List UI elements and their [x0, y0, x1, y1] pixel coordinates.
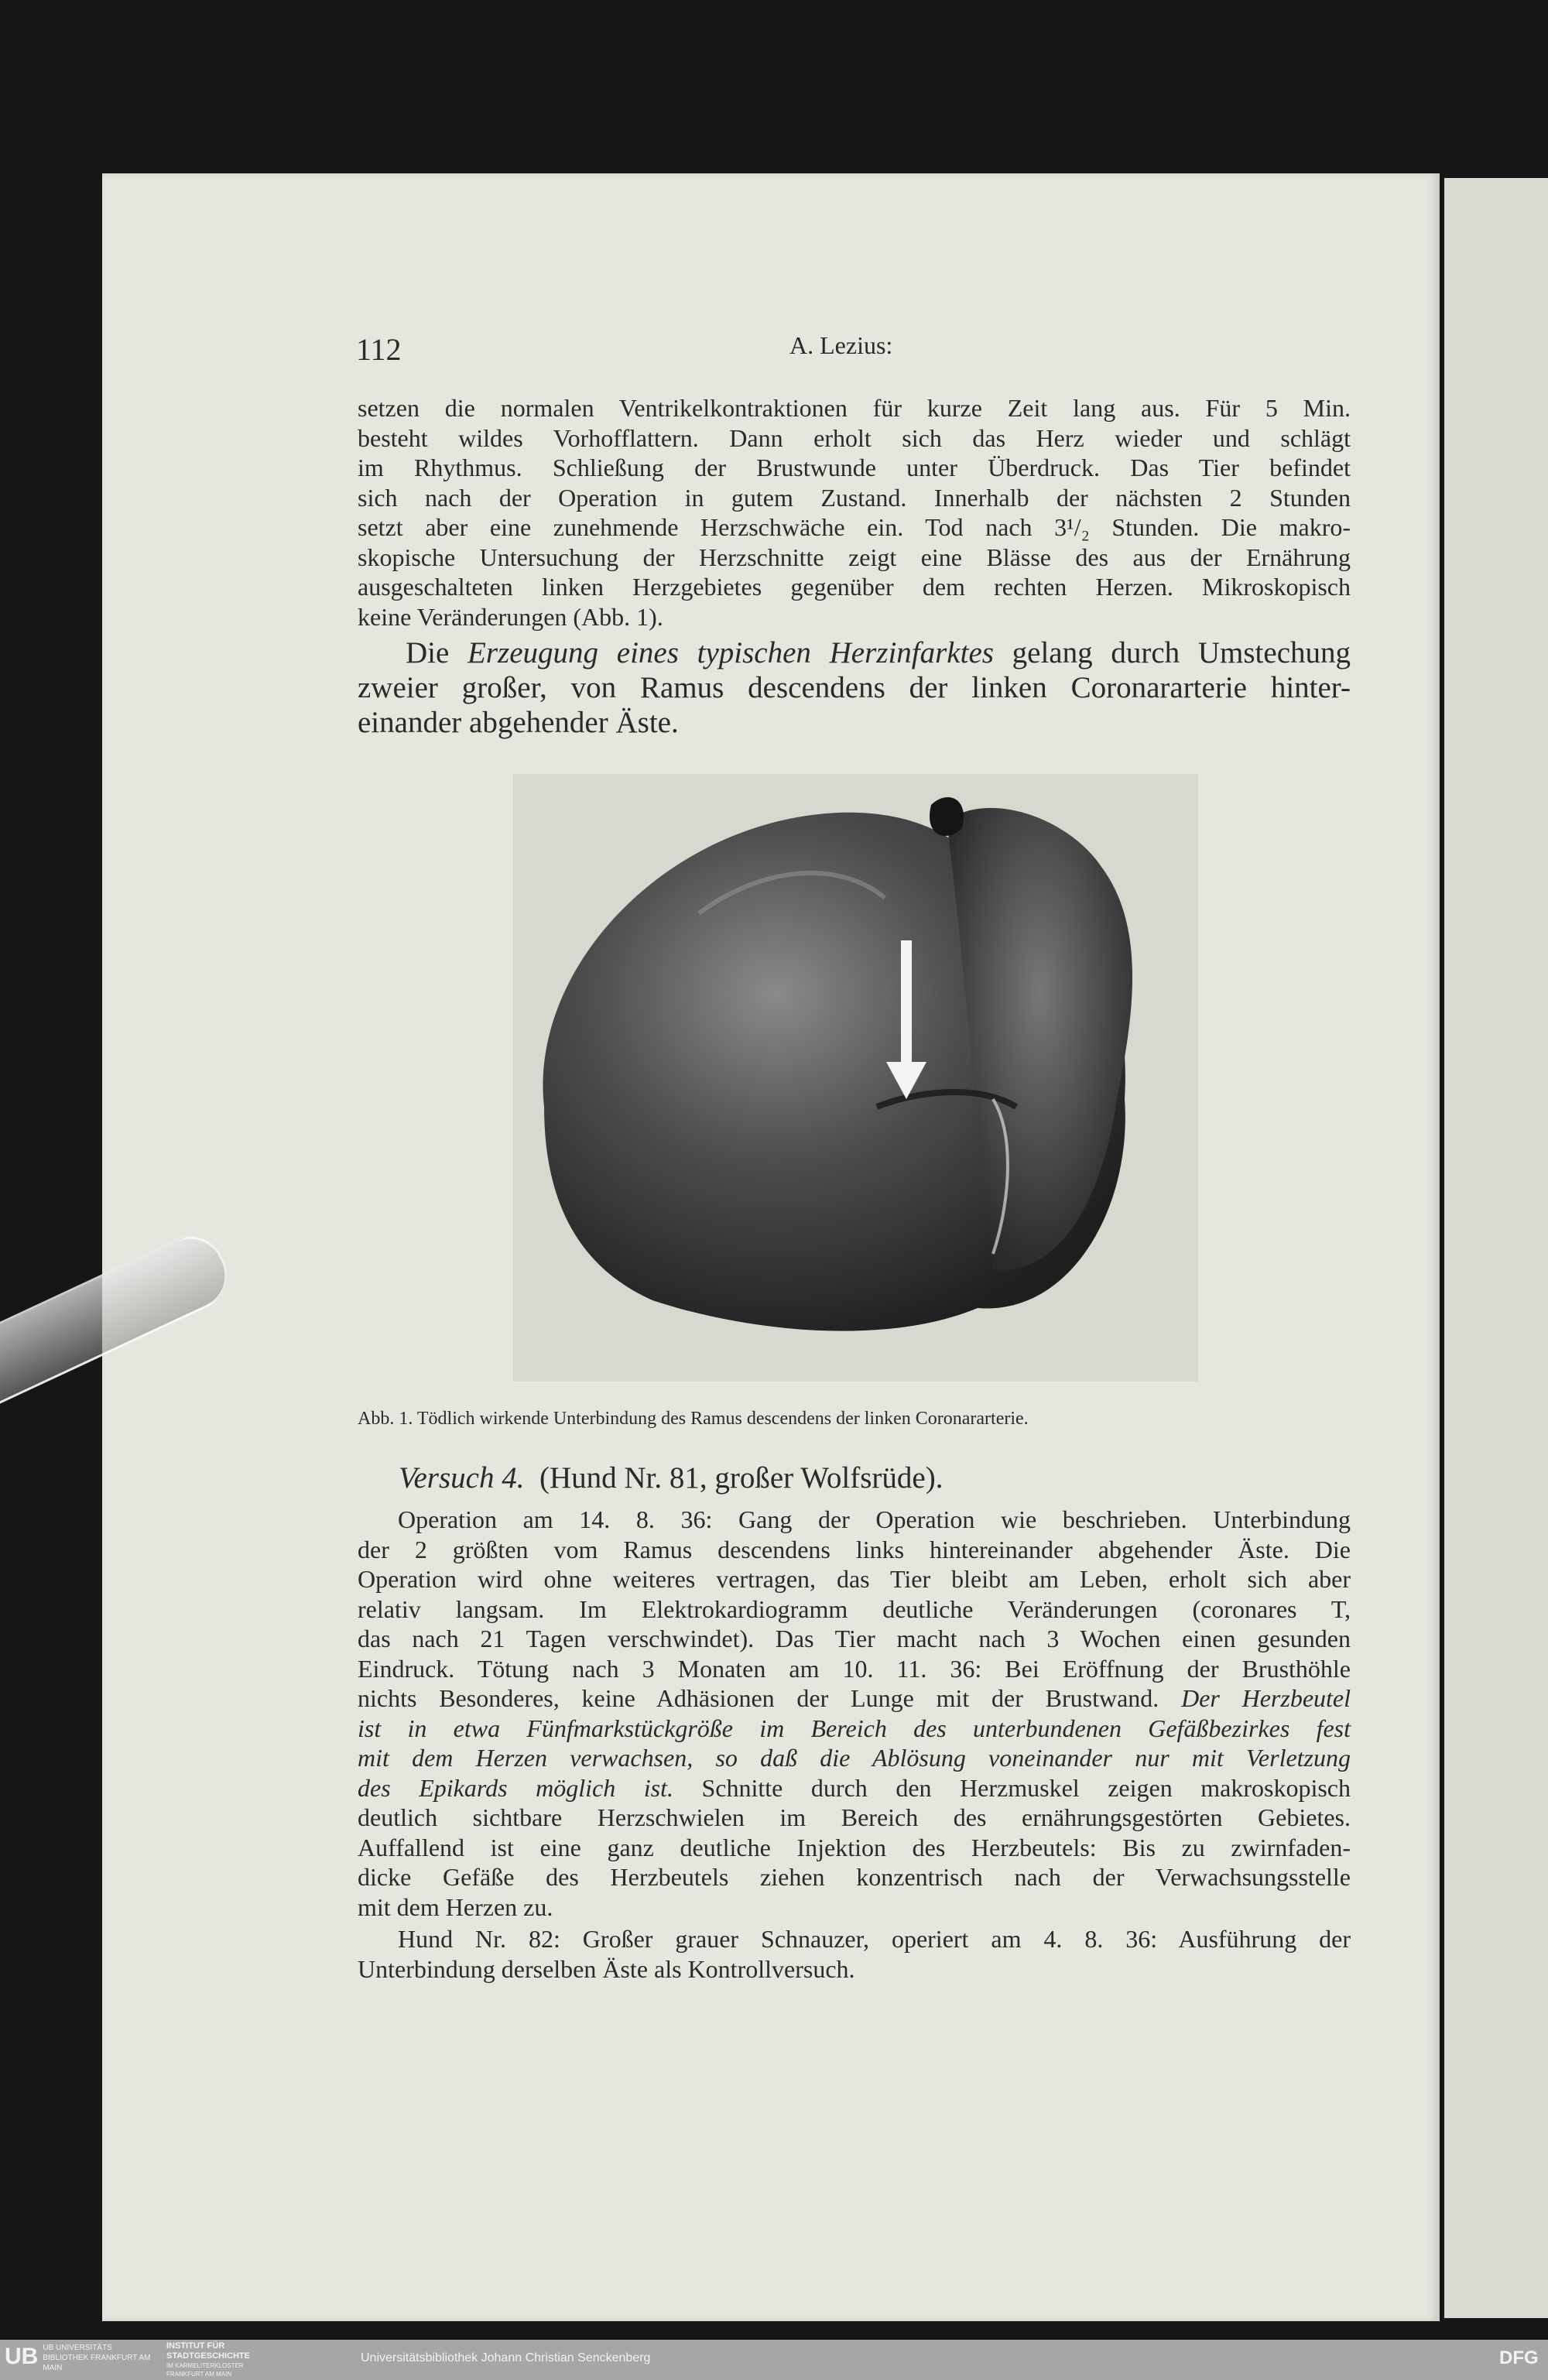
text-line	[406, 636, 1351, 670]
footer-bar	[0, 2340, 1548, 2380]
text-segment: im Rhythmus. Schließung der Brustwunde unter Überdruck. Das Tier befindet	[358, 454, 1351, 481]
next-page-edge	[1444, 178, 1548, 2318]
text-line	[358, 1683, 1351, 1713]
ub-logo-mark: UB	[5, 2344, 39, 2369]
ub-logo-text: UB UNIVERSITÄTS BIBLIOTHEK FRANKFURT AM MAIN	[43, 2344, 151, 2372]
isg-title-2: STADTGESCHICHTE	[166, 2351, 250, 2361]
text-segment: relativ langsam. Im Elektrokardiogramm deutliche Veränderungen (coronares T,	[358, 1594, 1351, 1623]
text-line	[358, 1773, 1351, 1803]
heart-photograph	[513, 774, 1198, 1382]
text-segment: setzen die normalen Ventrikelkontraktionen für kurze Zeit lang aus. Für 5 Min.	[358, 394, 1351, 422]
text-segment: der 2 größten vom Ramus descendens links hintereinander abgehender Äste. Die	[358, 1535, 1351, 1563]
text-line	[358, 483, 1351, 512]
text-line	[398, 1505, 1351, 1534]
heading-text: (Hund Nr. 81, großer Wolfsrüde).	[524, 1461, 944, 1495]
text-segment: Operation am 14. 8. 36: Gang der Operation wie beschrieben. Unterbindung	[398, 1505, 1351, 1533]
text-line	[358, 572, 1351, 601]
text-line	[358, 1654, 1351, 1683]
text-segment: dicke Gefäße des Herzbeutels ziehen konzentrisch nach der Verwachsungsstelle	[358, 1863, 1351, 1891]
section-heading	[399, 1461, 1351, 1495]
isg-title-1: INSTITUT FÜR	[166, 2341, 225, 2351]
figure-caption: Abb. 1. Tödlich wirkende Unterbindung des Ramus descendens der linken Coronararterie.	[358, 1409, 1029, 1429]
text-line	[358, 543, 1351, 572]
text-line	[358, 393, 1351, 423]
text-line	[358, 1714, 1351, 1743]
text-line	[358, 1594, 1351, 1624]
text-segment: skopische Untersuchung der Herzschnitte zeigt eine Blässe des aus der Ernährung	[358, 543, 1351, 571]
text-segment: setzt aber eine zunehmende Herzschwäche ein. Tod nach 3¹/₂ Stunden. Die makro-	[358, 513, 1351, 541]
italic-text: Erzeugung eines typischen Herzinfarktes	[467, 636, 994, 669]
text-line	[358, 1954, 1351, 1984]
text-segment: deutlich sichtbare Herzschwielen im Bereich des ernährungsgestörten Gebietes.	[358, 1803, 1351, 1831]
text-line	[358, 706, 1351, 740]
isg-sub-2: FRANKFURT AM MAIN	[166, 2371, 232, 2378]
running-title: A. Lezius:	[789, 331, 893, 359]
text-line	[358, 1535, 1351, 1564]
isg-sub-1: IM KARMELITERKLOSTER	[166, 2362, 244, 2369]
text-segment: sich nach der Operation in gutem Zustand. Innerhalb der nächsten 2 Stunden	[358, 483, 1351, 512]
text-line	[358, 423, 1351, 453]
text-line	[358, 512, 1351, 542]
text-line	[358, 1624, 1351, 1653]
italic-text: des Epikards möglich ist.	[358, 1773, 673, 1802]
text-segment: Die	[406, 636, 468, 669]
dfg-logo: DFG	[1499, 2347, 1539, 2368]
text-line	[358, 671, 1351, 705]
text-line	[398, 1924, 1351, 1954]
italic-text: mit dem Herzen verwachsen, so daß die Ablösung voneinander nur mit Verletzung	[358, 1744, 1351, 1772]
text-segment: nichts Besonderes, keine Adhäsionen der Lunge mit der Brustwand.	[358, 1684, 1182, 1712]
text-segment: Auffallend ist eine ganz deutliche Injektion des Herzbeutels: Bis zu zwirnfaden-	[358, 1833, 1351, 1861]
text-line	[358, 602, 1351, 632]
text-segment: Unterbindung derselben Äste als Kontrollversuch.	[358, 1954, 855, 1983]
text-line	[358, 1743, 1351, 1772]
text-segment: Hund Nr. 82: Großer grauer Schnauzer, operiert am 4. 8. 36: Ausführung der	[398, 1925, 1351, 1953]
text-segment: Eindruck. Tötung nach 3 Monaten am 10. 11. 36: Bei Eröffnung der Brusthöhle	[358, 1654, 1351, 1683]
text-line	[358, 1892, 1351, 1922]
text-line	[358, 1564, 1351, 1594]
heading-italic: Versuch 4.	[399, 1461, 525, 1495]
text-segment: das nach 21 Tagen verschwindet). Das Tier macht nach 3 Wochen einen gesunden	[358, 1625, 1351, 1652]
isg-logo	[166, 2341, 321, 2378]
text-segment: gelang durch Umstechung	[993, 636, 1351, 669]
library-name: Universitätsbibliothek Johann Christian Senckenberg	[361, 2351, 651, 2365]
ub-logo	[5, 2343, 159, 2377]
heart-image	[513, 774, 1198, 1382]
text-segment: Operation wird ohne weiteres vertragen, das Tier bleibt am Leben, erholt sich aber	[358, 1565, 1351, 1593]
text-segment: Schnitte durch den Herzmuskel zeigen makroskopisch	[673, 1773, 1351, 1802]
text-line	[358, 1803, 1351, 1832]
text-segment: einander abgehender Äste.	[358, 706, 679, 739]
italic-text: ist in etwa Fünfmarkstückgröße im Bereich des unterbundenen Gefäßbezirkes fest	[358, 1714, 1351, 1742]
text-segment: mit dem Herzen zu.	[358, 1892, 553, 1921]
text-line	[358, 453, 1351, 482]
text-line	[358, 1833, 1351, 1862]
text-line	[358, 1862, 1351, 1892]
italic-text: Der Herzbeutel	[1181, 1684, 1351, 1712]
text-segment: besteht wildes Vorhofflattern. Dann erholt sich das Herz wieder und schlägt	[358, 423, 1351, 452]
text-segment: zweier großer, von Ramus descendens der linken Coronararterie hinter-	[358, 671, 1351, 704]
text-segment: keine Veränderungen (Abb. 1).	[358, 602, 663, 631]
text-segment: ausgeschalteten linken Herzgebietes gegenüber dem rechten Herzen. Mikroskopisch	[358, 573, 1351, 601]
page-number: 112	[356, 332, 402, 367]
